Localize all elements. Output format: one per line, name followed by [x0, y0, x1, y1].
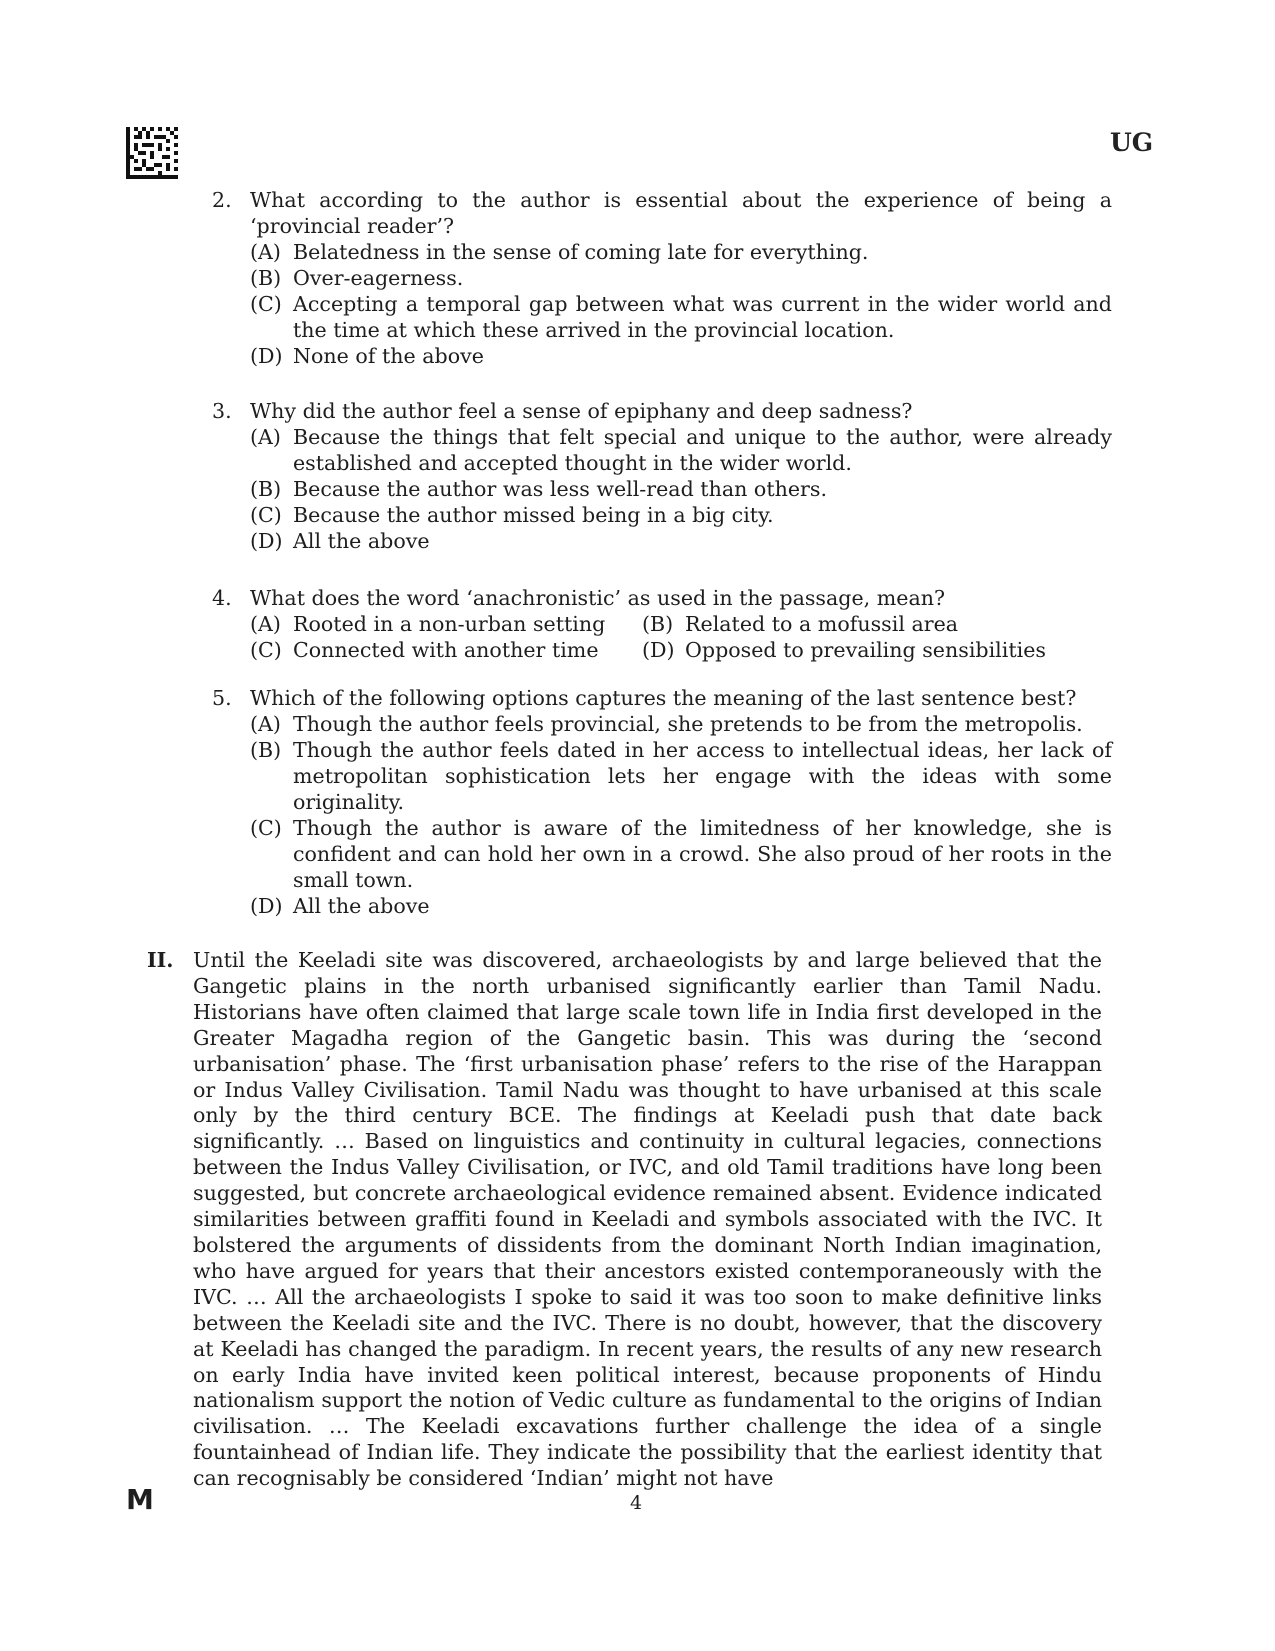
question-number: 3.	[212, 399, 232, 423]
option-b	[642, 611, 1062, 637]
paper-code: UG	[1110, 128, 1154, 157]
question-text: Which of the following options captures the meaning of the last sentence best?	[250, 686, 1077, 710]
option-c	[250, 291, 1112, 343]
option-label: (D)	[250, 344, 283, 368]
option-label: (A)	[250, 425, 281, 449]
passage-ii	[147, 948, 1102, 1492]
option-text: Over-eagerness.	[293, 266, 464, 290]
option-label: (B)	[642, 612, 674, 636]
series-code: M	[126, 1483, 154, 1516]
option-text: All the above	[293, 894, 430, 918]
option-c	[250, 637, 642, 663]
option-text: Though the author is aware of the limitedness of her knowledge, she is confident and can hold her own in a crowd. She also proud of her roots in the small town.	[293, 816, 1112, 892]
option-label: (B)	[250, 477, 282, 501]
option-text: Though the author feels provincial, she pretends to be from the metropolis.	[293, 712, 1083, 736]
option-text: Belatedness in the sense of coming late for everything.	[293, 240, 869, 264]
option-text: None of the above	[293, 344, 484, 368]
page-number: 4	[630, 1492, 643, 1514]
question-number: 5.	[212, 686, 232, 710]
question-number: 2.	[212, 188, 232, 212]
option-label: (B)	[250, 738, 282, 762]
question-text: What according to the author is essential about the experience of being a ‘provincial reader’?	[250, 188, 1112, 238]
question-text: What does the word ‘anachronistic’ as used in the passage, mean?	[250, 586, 946, 610]
option-text: Rooted in a non-urban setting	[293, 612, 606, 636]
question-4	[212, 585, 1112, 663]
option-label: (C)	[250, 503, 282, 527]
option-text: Connected with another time	[293, 638, 599, 662]
question-2	[212, 187, 1112, 369]
question-5	[212, 685, 1112, 919]
option-a	[250, 239, 1112, 265]
option-label: (D)	[250, 894, 283, 918]
option-text: Related to a mofussil area	[685, 612, 959, 636]
option-d	[250, 893, 1112, 919]
option-c	[250, 815, 1112, 893]
option-a	[250, 424, 1112, 476]
option-text: Because the author missed being in a big city.	[293, 503, 774, 527]
option-label: (A)	[250, 240, 281, 264]
option-a	[250, 611, 642, 637]
passage-text: Until the Keeladi site was discovered, archaeologists by and large believed that the Gangetic plains in the north urbanised significantly earlier than Tamil Nadu. Historians have often claimed that large scale town life in India first developed in the Greater Magadha region of the Gangetic basin. This was during the ‘second urbanisation’ phase. The ‘first urbanisation phase’ refers to the rise of the Harappan or Indus Valley Civilisation. Tamil Nadu was thought to have urbanised at this scale only by the third century BCE. The findings at Keeladi push that date back significantly. … Based on linguistics and continuity in cultural legacies, connections between the Indus Valley Civilisation, or IVC, and old Tamil traditions have long been suggested, but concrete archaeological evidence remained absent. Evidence indicated similarities between graffiti found in Keeladi and symbols associated with the IVC. It bolstered the arguments of dissidents from the dominant North Indian imagination, who have argued for years that their ancestors existed contemporaneously with the IVC. … All the archaeologists I spoke to said it was too soon to make definitive links between the Keeladi site and the IVC. There is no doubt, however, that the discovery at Keeladi has changed the paradigm. In recent years, the results of any new research on early India have invited keen political interest, because proponents of Hindu nationalism support the notion of Vedic culture as fundamental to the origins of Indian civilisation. … The Keeladi excavations further challenge the idea of a single fountainhead of Indian life. They indicate the possibility that the earliest identity that can recognisably be considered ‘Indian’ might not have	[193, 948, 1102, 1491]
option-label: (A)	[250, 712, 281, 736]
passage-numeral: II.	[147, 948, 174, 972]
qr-code-icon	[126, 127, 178, 179]
question-text: Why did the author feel a sense of epiphany and deep sadness?	[250, 399, 913, 423]
option-label: (D)	[642, 638, 675, 662]
option-text: Accepting a temporal gap between what was current in the wider world and the time at which these arrived in the provincial location.	[293, 292, 1112, 342]
option-d	[250, 343, 1112, 369]
question-3	[212, 398, 1112, 554]
option-label: (C)	[250, 816, 282, 840]
options-grid	[250, 611, 1112, 663]
option-b	[250, 737, 1112, 815]
option-c	[250, 502, 1112, 528]
option-label: (C)	[250, 638, 282, 662]
option-label: (C)	[250, 292, 282, 316]
option-text: Though the author feels dated in her access to intellectual ideas, her lack of metropolitan sophistication lets her engage with the ideas with some originality.	[293, 738, 1112, 814]
option-text: Because the author was less well-read than others.	[293, 477, 828, 501]
option-label: (B)	[250, 266, 282, 290]
option-b	[250, 265, 1112, 291]
option-text: Because the things that felt special and unique to the author, were already established and accepted thought in the wider world.	[293, 425, 1112, 475]
option-a	[250, 711, 1112, 737]
option-b	[250, 476, 1112, 502]
option-text: Opposed to prevailing sensibilities	[685, 638, 1046, 662]
option-label: (D)	[250, 529, 283, 553]
question-number: 4.	[212, 586, 232, 610]
option-d	[642, 637, 1062, 663]
option-text: All the above	[293, 529, 430, 553]
option-label: (A)	[250, 612, 281, 636]
option-d	[250, 528, 1112, 554]
